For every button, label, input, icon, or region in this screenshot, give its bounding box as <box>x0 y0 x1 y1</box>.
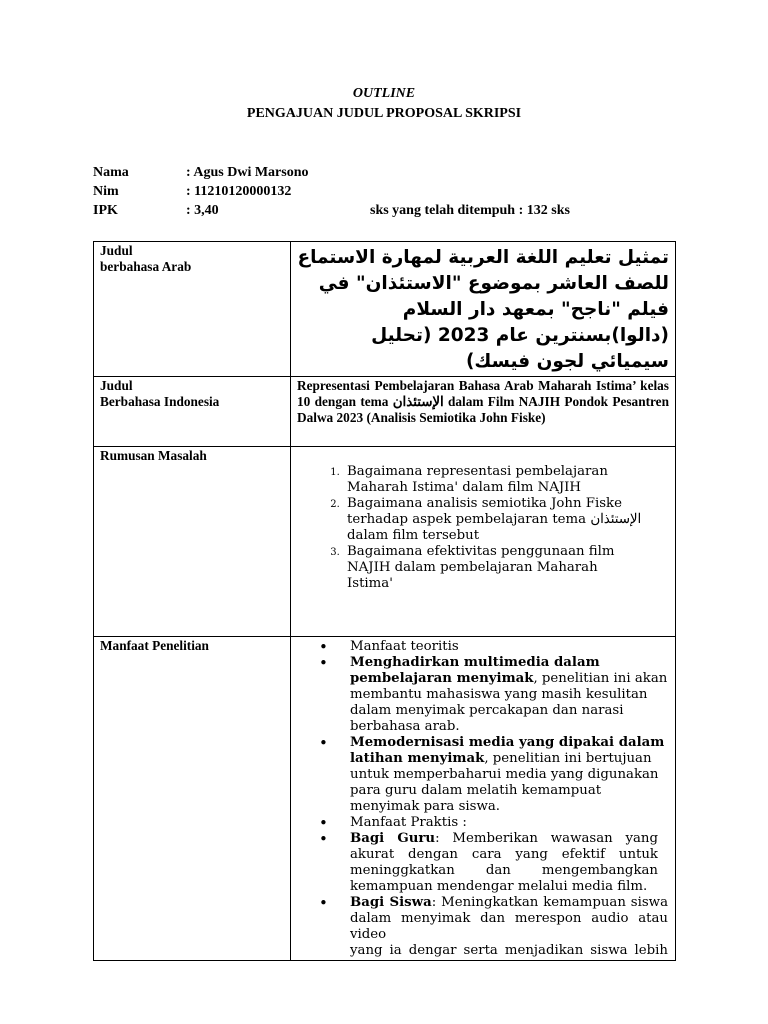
indonesian-title: Representasi Pembelajaran Bahasa Arab Maharah Istima’ kelas 10 dengan tema الإستئذان dalam Film NAJIH Pondok Pesantren Dalwa 2023 (Analisis Semiotika John Fiske) <box>297 378 669 425</box>
item-bold: Bagi Guru <box>350 831 436 846</box>
nama-label: Nama <box>93 165 129 180</box>
item-text: : Memberikan wawasan yang akurat dengan cara yang efektif untuk meninggkatkan dan mengembangkan kemampuan mendengar melalui media film. <box>350 831 658 894</box>
outline-table <box>93 241 676 961</box>
list-item <box>345 895 668 943</box>
row-judul-arab <box>94 242 676 377</box>
nama-value: : Agus Dwi Marsono <box>186 165 309 180</box>
list-item <box>345 735 668 815</box>
list-item: 3. Bagaimana efektivitas penggunaan film NAJIH dalam pembelajaran Maharah Istima' <box>343 544 647 592</box>
item-text: Manfaat Praktis : <box>350 815 467 830</box>
nim-label: Nim <box>93 184 119 199</box>
nim-value: : 11210120000132 <box>186 184 292 199</box>
label-manfaat <box>94 637 291 961</box>
label-line: Judul <box>100 243 133 258</box>
item-bold: Menghadirkan multimedia dalam pembelajaran menyimak <box>350 655 600 686</box>
row-judul-indo <box>94 377 676 447</box>
list-item <box>345 639 668 655</box>
list-item <box>345 831 658 895</box>
sks-info: sks yang telah ditempuh : 132 sks <box>370 203 570 218</box>
list-item <box>345 655 668 735</box>
label-line: Manfaat Penelitian <box>100 638 209 653</box>
value-manfaat <box>291 637 676 961</box>
document-subtitle: PENGAJUAN JUDUL PROPOSAL SKRIPSI <box>246 106 522 121</box>
row-rumusan <box>94 447 676 637</box>
label-judul-indo <box>94 377 291 447</box>
label-line: Rumusan Masalah <box>100 448 207 463</box>
value-rumusan <box>291 447 676 637</box>
item-text: Manfaat teoritis <box>350 639 459 654</box>
label-line: Judul <box>100 378 133 393</box>
label-judul-arab <box>94 242 291 377</box>
ipk-value: : 3,40 <box>186 203 219 218</box>
rumusan-list <box>297 464 669 592</box>
label-rumusan <box>94 447 291 637</box>
item-text: : Meningkatkan kemampuan siswa dalam menyimak dan merespon audio atau video <box>350 895 668 942</box>
item-bold: Bagi Siswa <box>350 895 432 910</box>
value-judul-arab <box>291 242 676 377</box>
list-item: 1. Bagaimana representasi pembelajaran Maharah Istima' dalam film NAJIH <box>343 464 647 496</box>
ipk-label: IPK <box>93 203 118 218</box>
manfaat-list <box>297 639 669 943</box>
label-line: Berbahasa Indonesia <box>100 394 220 409</box>
item-text: , penelitian ini bertujuan untuk memperbaharui media yang digunakan para guru dalam melatih kemampuat menyimak para siswa. <box>350 751 659 814</box>
value-judul-indo <box>291 377 676 447</box>
item-bold: Memodernisasi media yang dipakai dalam latihan menyimak <box>350 735 665 766</box>
list-item: 2. Bagaimana analisis semiotika John Fiske terhadap aspek pembelajaran tema الإستئذان dalam film tersebut <box>343 496 647 544</box>
document-title: OUTLINE <box>352 86 416 101</box>
label-line: berbahasa Arab <box>100 259 192 274</box>
arabic-title: تمثيل تعليم اللغة العربية لمهارة الاستماع للصف العاشر بموضوع "الاستئذان" في فيلم "ناجح" بمعهد دار السلام (دالوا)بسنترين عام 2023 (تحليل سيميائي لجون فيسك) <box>297 247 669 372</box>
trailing-text: yang ia dengar serta menjadikan siswa lebih <box>350 943 668 958</box>
list-item <box>345 815 668 831</box>
item-text: , penelitian ini akan membantu mahasiswa yang masih kesulitan dalam menyimak percakapan dan narasi berbahasa arab. <box>350 671 668 734</box>
row-manfaat <box>94 637 676 961</box>
